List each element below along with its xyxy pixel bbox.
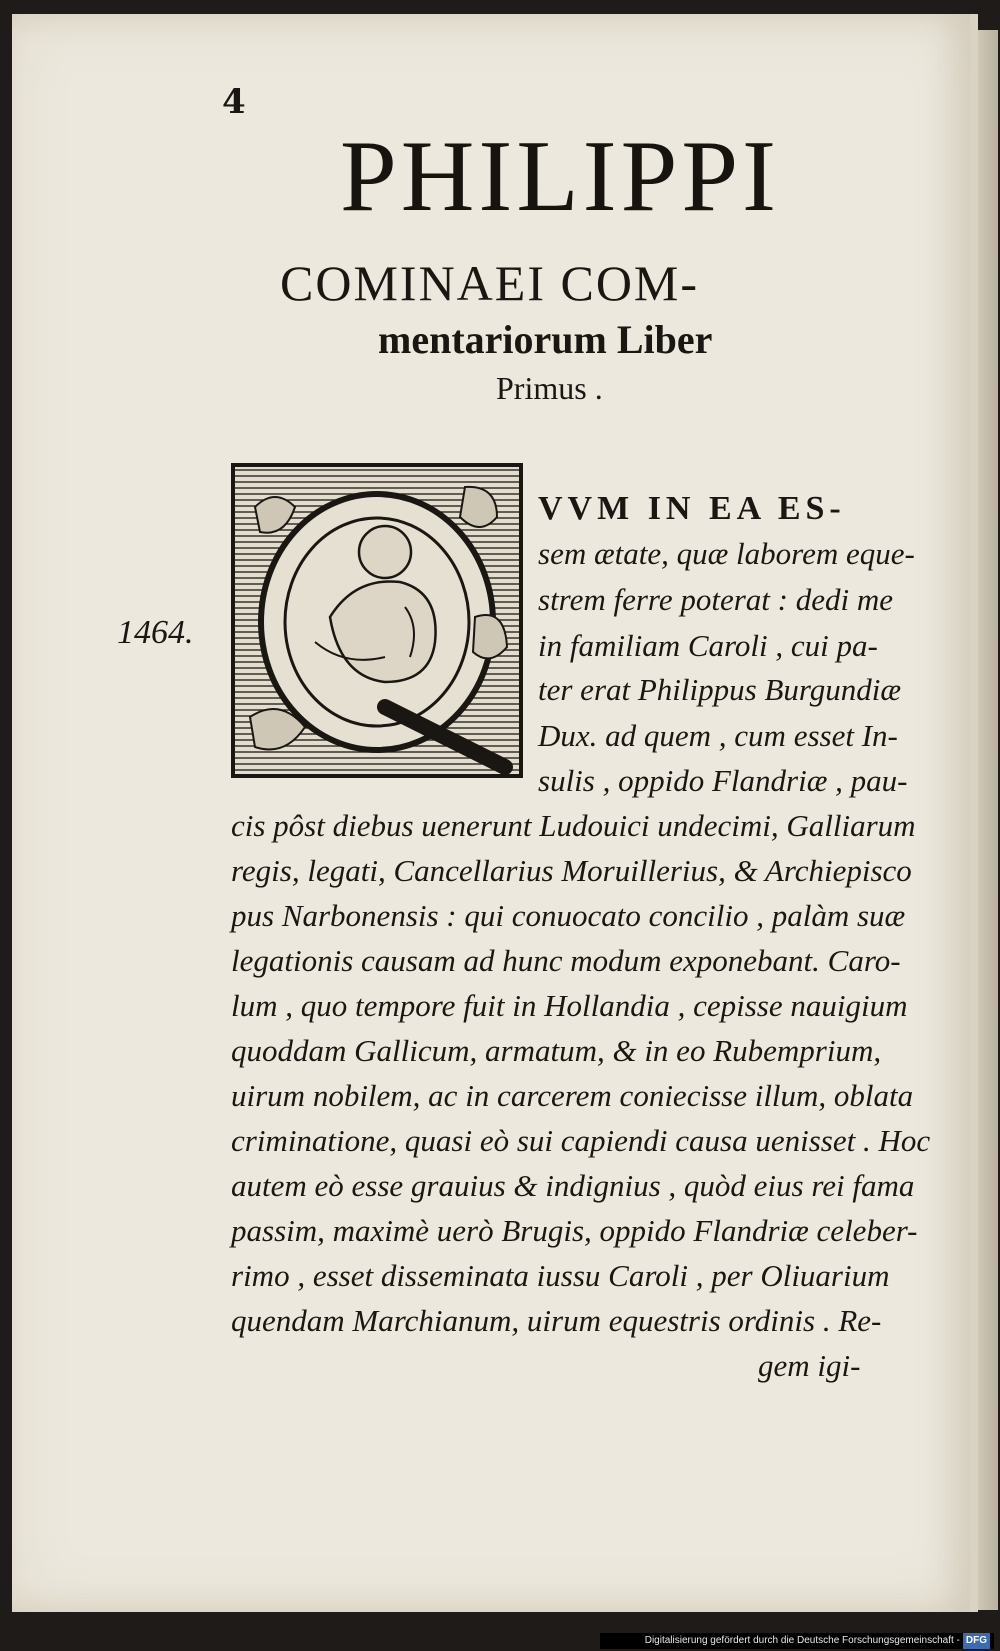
body-line: cis pôst diebus uenerunt Ludouici undecimi, Galliarum xyxy=(231,808,916,843)
dfg-logo: DFG xyxy=(963,1633,990,1649)
body-line: sulis , oppido Flandriæ , pau- xyxy=(538,763,908,798)
woodcut-initial-image xyxy=(235,467,519,774)
digitization-credit xyxy=(600,1633,994,1649)
title-line-3: mentariorum Liber xyxy=(378,317,713,362)
body-line: passim, maximè uerò Brugis, oppido Flandriæ celeber- xyxy=(231,1213,918,1248)
body-line: uirum nobilem, ac in carcerem coniecisse illum, oblata xyxy=(231,1078,914,1113)
page-number: 4 xyxy=(222,82,246,122)
body-line: sem ætate, quæ laborem eque- xyxy=(538,536,915,571)
title-line-2: COMINAEI COM- xyxy=(280,255,700,311)
body-line: ter erat Philippus Burgundiæ xyxy=(538,672,902,707)
margin-year-note: 1464. xyxy=(117,614,194,651)
body-line: legationis causam ad hunc modum exponebant. Caro- xyxy=(231,943,901,978)
title-line-4: Primus . xyxy=(496,370,603,406)
body-line: quoddam Gallicum, armatum, & in eo Rubemprium, xyxy=(231,1033,882,1068)
catchword: gem igi- xyxy=(758,1348,861,1383)
body-line: autem eò esse grauius & indignius , quòd eius rei fama xyxy=(231,1168,915,1203)
body-line: regis, legati, Cancellarius Moruillerius, & Archiepisco xyxy=(231,853,912,888)
body-line: lum , quo tempore fuit in Hollandia , cepisse nauigium xyxy=(231,988,908,1023)
body-line: strem ferre poterat : dedi me xyxy=(538,582,893,617)
credit-text: Digitalisierung gefördert durch die Deutsche Forschungsgemeinschaft - xyxy=(644,1635,960,1646)
decorated-initial-q xyxy=(231,463,523,778)
body-line: Dux. ad quem , cum esset In- xyxy=(538,718,898,753)
title-line-1: PHILIPPI xyxy=(339,120,781,233)
page-edge xyxy=(978,30,998,1610)
body-line: in familiam Caroli , cui pa- xyxy=(538,628,878,663)
body-line: quendam Marchianum, uirum equestris ordinis . Re- xyxy=(231,1303,882,1338)
body-line: pus Narbonensis : qui conuocato concilio , palàm suæ xyxy=(231,898,906,933)
opening-capitals: VVM IN EA ES- xyxy=(538,490,846,527)
body-line: criminatione, quasi eò sui capiendi causa uenisset . Hoc xyxy=(231,1123,931,1158)
body-line: rimo , esset disseminata iussu Caroli , per Oliuarium xyxy=(231,1258,890,1293)
